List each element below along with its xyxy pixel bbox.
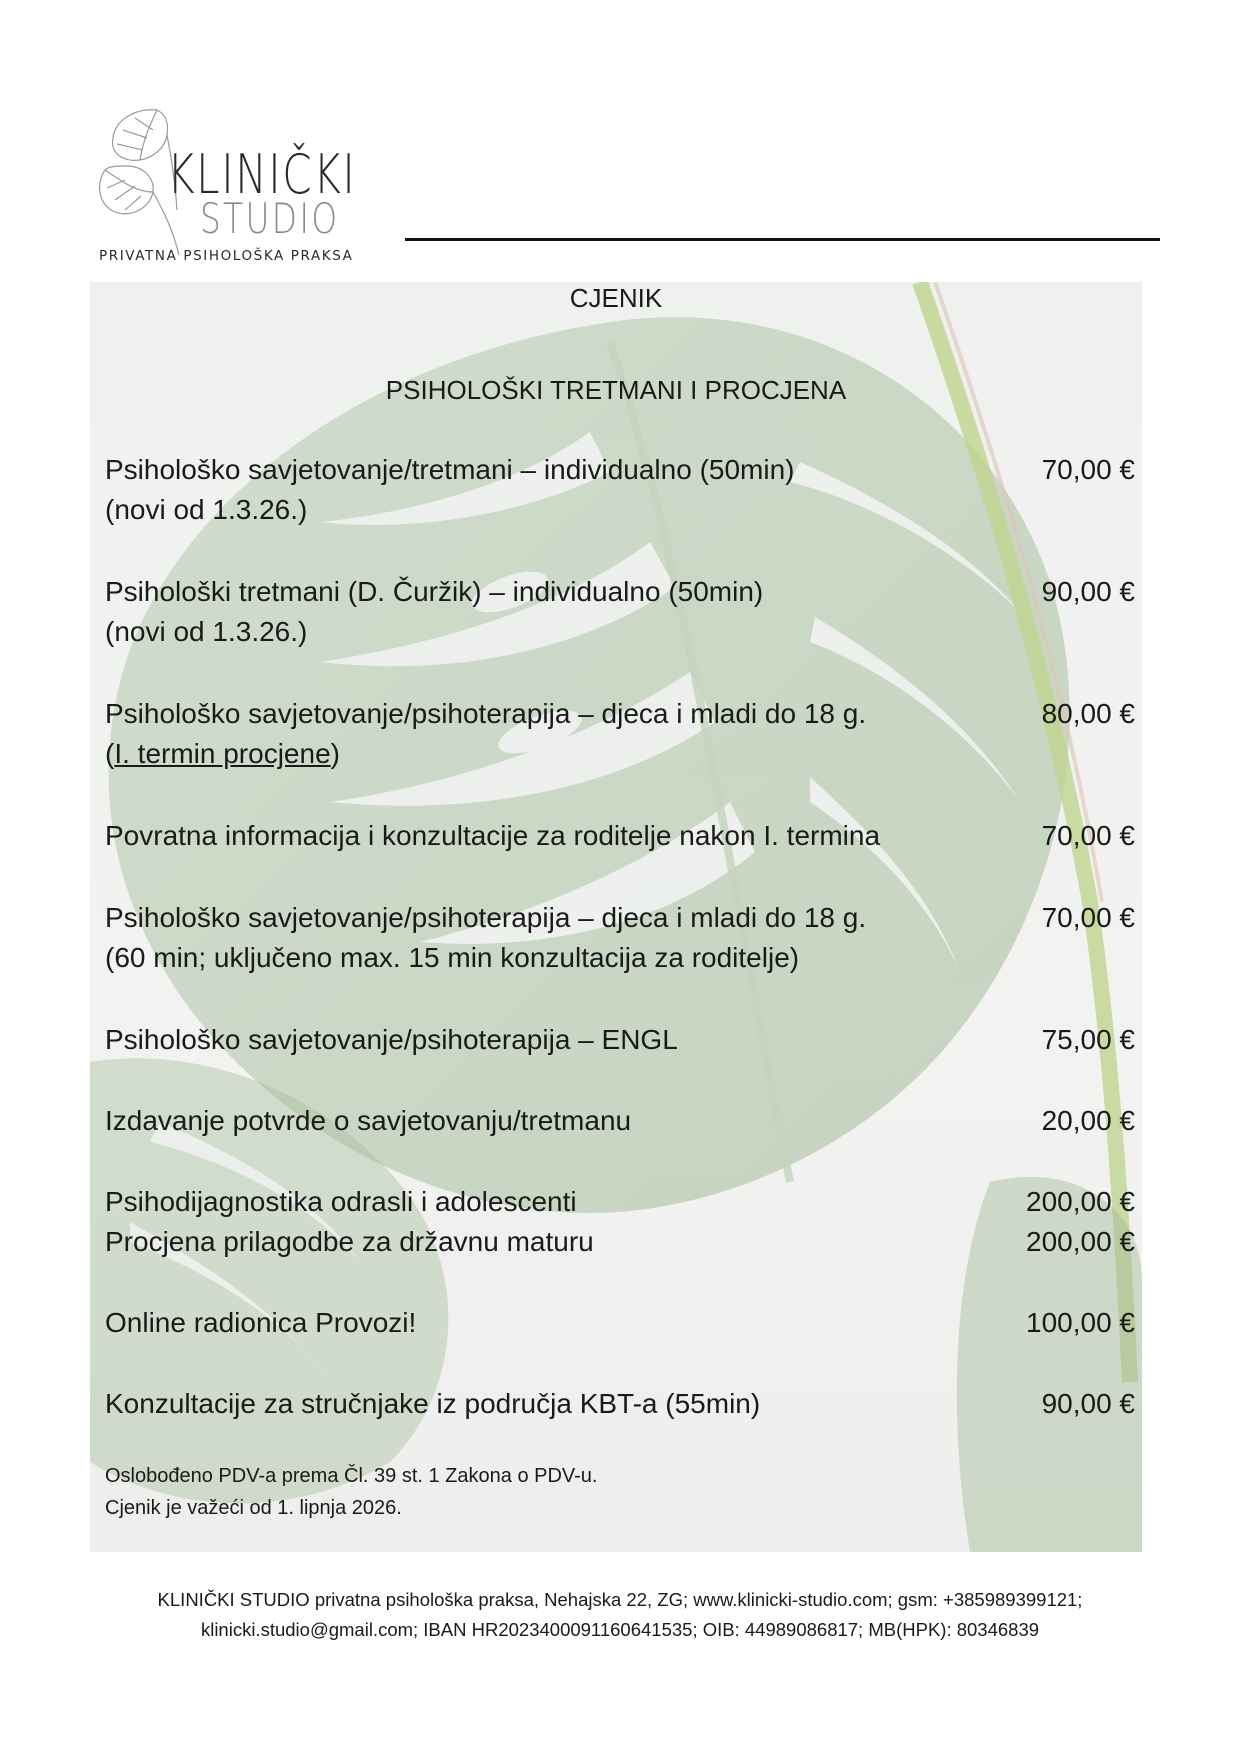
- logo-title: KLINIČKI: [167, 143, 357, 206]
- service-price: 90,00 €: [1041, 1388, 1135, 1419]
- logo-tagline: PRIVATNA PSIHOLOŠKA PRAKSA: [99, 248, 354, 264]
- service-name: Psihološko savjetovanje/psihoterapija – djeca i mladi do 18 g.: [105, 902, 867, 933]
- service-price: 70,00 €: [1041, 902, 1135, 933]
- service-price: 200,00 €: [1026, 1186, 1135, 1217]
- service-name: Konzultacije za stručnjake iz područja KBT-a (55min): [105, 1388, 761, 1419]
- service-note: (novi od 1.3.26.): [105, 494, 308, 525]
- section-title: PSIHOLOŠKI TRETMANI I PROCJENA: [385, 375, 847, 405]
- service-name: Psihološko savjetovanje/psihoterapija – ENGL: [105, 1024, 678, 1055]
- service-name: Povratna informacija i konzultacije za roditelje nakon I. termina: [105, 820, 881, 851]
- service-name: Psihološko savjetovanje/psihoterapija – djeca i mladi do 18 g.: [105, 698, 867, 729]
- service-price: 75,00 €: [1041, 1024, 1135, 1055]
- service-name: Online radionica Provozi!: [105, 1307, 417, 1338]
- service-name: Izdavanje potvrde o savjetovanju/tretmanu: [105, 1105, 632, 1136]
- service-note: (novi od 1.3.26.): [105, 616, 308, 647]
- service-name: Psihodijagnostika odrasli i adolescenti: [105, 1186, 577, 1217]
- service-name: Psihološko savjetovanje/tretmani – individualno (50min): [105, 454, 795, 485]
- service-price: 70,00 €: [1041, 454, 1135, 485]
- first-session-assessment: I. termin procjene: [114, 738, 331, 769]
- service-price: 70,00 €: [1041, 820, 1135, 851]
- service-price: 80,00 €: [1041, 698, 1135, 729]
- footer-bank-details: klinicki.studio@gmail.com; IBAN HR2023400091160641535; OIB: 44989086817; MB(HPK): 80346839: [200, 1619, 1040, 1640]
- validity-note: Cjenik je važeći od 1. lipnja 2026.: [105, 1497, 402, 1519]
- service-name: Psihološki tretmani (D. Čuržik) – individualno (50min): [105, 576, 764, 607]
- vat-note: Oslobođeno PDV-a prema Čl. 39 st. 1 Zakona o PDV-u.: [105, 1465, 598, 1487]
- service-price: 100,00 €: [1026, 1307, 1135, 1338]
- footer-contact: KLINIČKI STUDIO privatna psihološka praksa, Nehajska 22, ZG; www.klinicki-studio.com; gsm: +385989399121;: [157, 1589, 1083, 1610]
- service-note: (60 min; uključeno max. 15 min konzultacija za roditelje): [105, 942, 800, 973]
- clinic-logo: [95, 100, 355, 270]
- header-divider: [405, 238, 1160, 241]
- service-price: 90,00 €: [1041, 576, 1135, 607]
- page-title: CJENIK: [569, 283, 663, 313]
- service-price: 20,00 €: [1041, 1105, 1135, 1136]
- service-name: Procjena prilagodbe za državnu maturu: [105, 1226, 594, 1257]
- service-note: (I. termin procjene): [105, 738, 340, 769]
- service-price: 200,00 €: [1026, 1226, 1135, 1257]
- logo-subtitle: STUDIO: [200, 194, 340, 243]
